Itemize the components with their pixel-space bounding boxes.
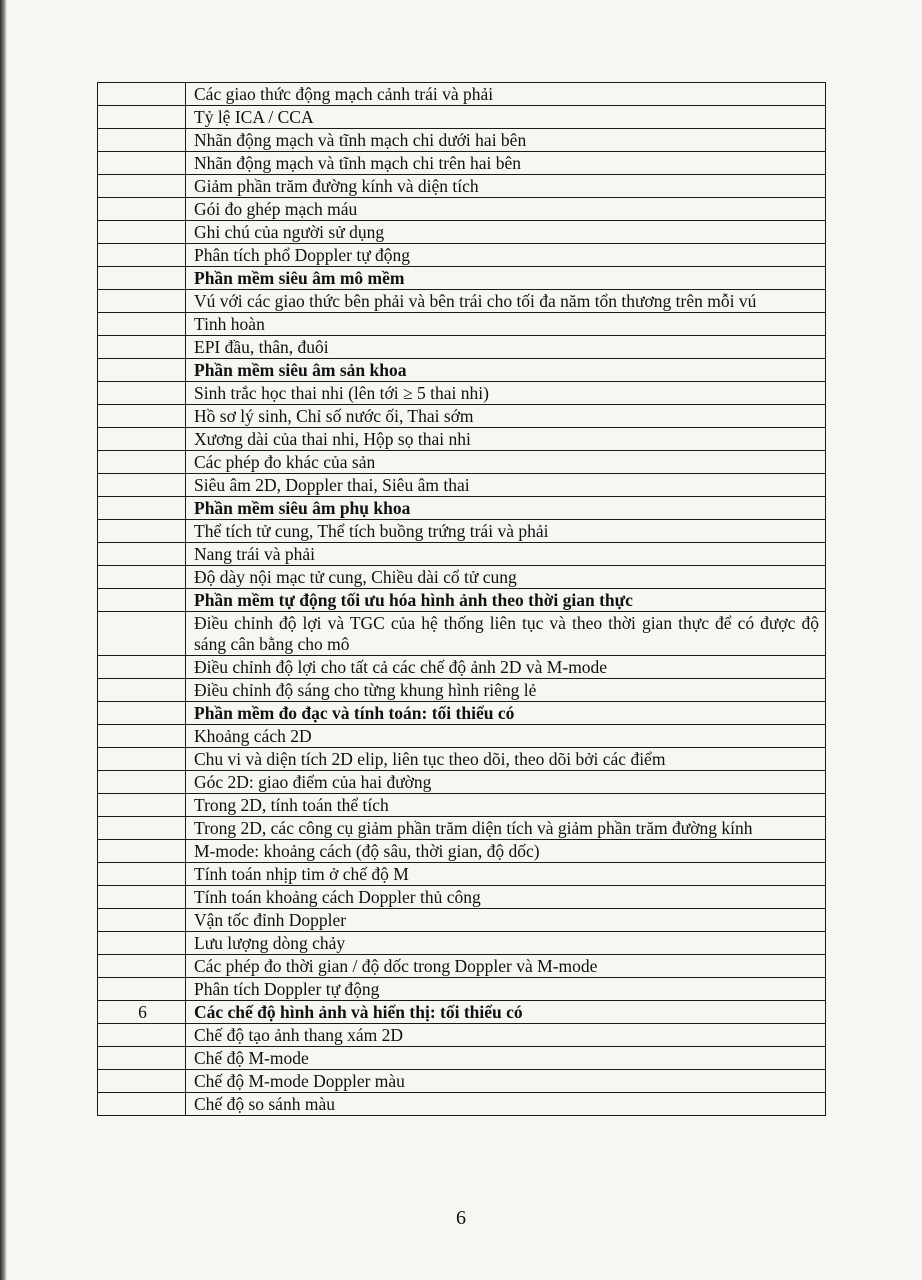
spec-description-cell: Xương dài của thai nhi, Hộp sọ thai nhi bbox=[186, 428, 826, 451]
section-title-cell: Các chế độ hình ảnh và hiển thị: tối thiểu có bbox=[186, 1001, 826, 1024]
spec-description-cell: Siêu âm 2D, Doppler thai, Siêu âm thai bbox=[186, 474, 826, 497]
item-number-cell bbox=[98, 679, 186, 702]
table-row bbox=[98, 656, 826, 679]
table-row bbox=[98, 428, 826, 451]
table-row bbox=[98, 955, 826, 978]
spec-description-cell: Chế độ so sánh màu bbox=[186, 1093, 826, 1116]
spec-description-cell: Độ dày nội mạc tử cung, Chiều dài cổ tử cung bbox=[186, 566, 826, 589]
table-row bbox=[98, 612, 826, 656]
item-number-cell bbox=[98, 863, 186, 886]
item-number-cell bbox=[98, 106, 186, 129]
table-row bbox=[98, 405, 826, 428]
item-number-cell bbox=[98, 1047, 186, 1070]
table-row bbox=[98, 679, 826, 702]
section-header-row bbox=[98, 1001, 826, 1024]
spec-description-cell: Vận tốc đỉnh Doppler bbox=[186, 909, 826, 932]
spec-description-cell: M-mode: khoảng cách (độ sâu, thời gian, độ dốc) bbox=[186, 840, 826, 863]
item-number-cell: 6 bbox=[98, 1001, 186, 1024]
table-row bbox=[98, 771, 826, 794]
section-header-row bbox=[98, 267, 826, 290]
spec-description-cell: Các giao thức động mạch cảnh trái và phải bbox=[186, 83, 826, 106]
spec-description-cell: Điều chỉnh độ sáng cho từng khung hình riêng lẻ bbox=[186, 679, 826, 702]
table-row bbox=[98, 382, 826, 405]
spec-description-cell: Chu vi và diện tích 2D elip, liên tục theo dõi, theo dõi bởi các điểm bbox=[186, 748, 826, 771]
table-row bbox=[98, 1070, 826, 1093]
spec-description-cell: Điều chỉnh độ lợi cho tất cả các chế độ ảnh 2D và M-mode bbox=[186, 656, 826, 679]
item-number-cell bbox=[98, 520, 186, 543]
section-title-cell: Phần mềm tự động tối ưu hóa hình ảnh theo thời gian thực bbox=[186, 589, 826, 612]
table-row bbox=[98, 932, 826, 955]
table-row bbox=[98, 129, 826, 152]
table-row bbox=[98, 543, 826, 566]
item-number-cell bbox=[98, 313, 186, 336]
table-row bbox=[98, 1024, 826, 1047]
table-row bbox=[98, 794, 826, 817]
item-number-cell bbox=[98, 886, 186, 909]
item-number-cell bbox=[98, 359, 186, 382]
spec-description-cell: Các phép đo thời gian / độ dốc trong Doppler và M-mode bbox=[186, 955, 826, 978]
item-number-cell bbox=[98, 152, 186, 175]
item-number-cell bbox=[98, 589, 186, 612]
table-row bbox=[98, 83, 826, 106]
item-number-cell bbox=[98, 978, 186, 1001]
spec-description-cell: Tính toán nhịp tim ở chế độ M bbox=[186, 863, 826, 886]
table-row bbox=[98, 106, 826, 129]
item-number-cell bbox=[98, 612, 186, 656]
spec-description-cell: Trong 2D, tính toán thể tích bbox=[186, 794, 826, 817]
item-number-cell bbox=[98, 566, 186, 589]
table-row bbox=[98, 1047, 826, 1070]
spec-description-cell: Các phép đo khác của sản bbox=[186, 451, 826, 474]
item-number-cell bbox=[98, 771, 186, 794]
scan-page-edge-shadow bbox=[0, 0, 7, 1280]
table-row bbox=[98, 886, 826, 909]
spec-description-cell: Nhãn động mạch và tĩnh mạch chi dưới hai bên bbox=[186, 129, 826, 152]
specification-table bbox=[97, 82, 826, 1116]
table-row bbox=[98, 451, 826, 474]
table-row bbox=[98, 175, 826, 198]
table-row bbox=[98, 520, 826, 543]
spec-description-cell: Sinh trắc học thai nhi (lên tới ≥ 5 thai nhi) bbox=[186, 382, 826, 405]
spec-description-cell: Thể tích tử cung, Thể tích buồng trứng trái và phải bbox=[186, 520, 826, 543]
item-number-cell bbox=[98, 748, 186, 771]
spec-description-cell: Lưu lượng dòng chảy bbox=[186, 932, 826, 955]
table-row bbox=[98, 313, 826, 336]
section-header-row bbox=[98, 702, 826, 725]
table-row bbox=[98, 748, 826, 771]
table-row bbox=[98, 198, 826, 221]
item-number-cell bbox=[98, 267, 186, 290]
item-number-cell bbox=[98, 382, 186, 405]
spec-description-cell: Điều chỉnh độ lợi và TGC của hệ thống liên tục và theo thời gian thực để có được độ sáng cân bằng cho mô bbox=[186, 612, 826, 656]
item-number-cell bbox=[98, 909, 186, 932]
page-number: 6 bbox=[456, 1207, 466, 1229]
table-row bbox=[98, 244, 826, 267]
spec-description-cell: Chế độ M-mode Doppler màu bbox=[186, 1070, 826, 1093]
section-header-row bbox=[98, 497, 826, 520]
item-number-cell bbox=[98, 1024, 186, 1047]
section-header-row bbox=[98, 589, 826, 612]
item-number-cell bbox=[98, 1093, 186, 1116]
item-number-cell bbox=[98, 725, 186, 748]
spec-description-cell: Khoảng cách 2D bbox=[186, 725, 826, 748]
item-number-cell bbox=[98, 221, 186, 244]
item-number-cell bbox=[98, 290, 186, 313]
item-number-cell bbox=[98, 932, 186, 955]
spec-description-cell: Nhãn động mạch và tĩnh mạch chi trên hai bên bbox=[186, 152, 826, 175]
table-row bbox=[98, 336, 826, 359]
item-number-cell bbox=[98, 497, 186, 520]
section-title-cell: Phần mềm siêu âm sản khoa bbox=[186, 359, 826, 382]
table-row bbox=[98, 290, 826, 313]
table-row bbox=[98, 152, 826, 175]
section-header-row bbox=[98, 359, 826, 382]
spec-description-cell: Giảm phần trăm đường kính và diện tích bbox=[186, 175, 826, 198]
spec-description-cell: Hồ sơ lý sinh, Chỉ số nước ối, Thai sớm bbox=[186, 405, 826, 428]
item-number-cell bbox=[98, 794, 186, 817]
spec-description-cell: Phân tích Doppler tự động bbox=[186, 978, 826, 1001]
spec-description-cell: Ghi chú của người sử dụng bbox=[186, 221, 826, 244]
item-number-cell bbox=[98, 840, 186, 863]
table-row bbox=[98, 863, 826, 886]
table-row bbox=[98, 909, 826, 932]
spec-description-cell: Vú với các giao thức bên phải và bên trái cho tối đa năm tổn thương trên mỗi vú bbox=[186, 290, 826, 313]
item-number-cell bbox=[98, 129, 186, 152]
item-number-cell bbox=[98, 474, 186, 497]
item-number-cell bbox=[98, 1070, 186, 1093]
item-number-cell bbox=[98, 336, 186, 359]
spec-description-cell: Gói đo ghép mạch máu bbox=[186, 198, 826, 221]
spec-description-cell: Chế độ M-mode bbox=[186, 1047, 826, 1070]
table-row bbox=[98, 566, 826, 589]
item-number-cell bbox=[98, 543, 186, 566]
spec-description-cell: Nang trái và phải bbox=[186, 543, 826, 566]
table-row bbox=[98, 1093, 826, 1116]
table-row bbox=[98, 725, 826, 748]
item-number-cell bbox=[98, 955, 186, 978]
table-row bbox=[98, 840, 826, 863]
spec-description-cell: EPI đầu, thân, đuôi bbox=[186, 336, 826, 359]
item-number-cell bbox=[98, 656, 186, 679]
item-number-cell bbox=[98, 817, 186, 840]
spec-description-cell: Góc 2D: giao điểm của hai đường bbox=[186, 771, 826, 794]
table-row bbox=[98, 221, 826, 244]
item-number-cell bbox=[98, 244, 186, 267]
spec-description-cell: Tỷ lệ ICA / CCA bbox=[186, 106, 826, 129]
section-title-cell: Phần mềm đo đạc và tính toán: tối thiểu có bbox=[186, 702, 826, 725]
item-number-cell bbox=[98, 451, 186, 474]
spec-description-cell: Tinh hoàn bbox=[186, 313, 826, 336]
item-number-cell bbox=[98, 428, 186, 451]
spec-description-cell: Chế độ tạo ảnh thang xám 2D bbox=[186, 1024, 826, 1047]
item-number-cell bbox=[98, 405, 186, 428]
item-number-cell bbox=[98, 83, 186, 106]
table-row bbox=[98, 978, 826, 1001]
table-row bbox=[98, 474, 826, 497]
specification-table-body bbox=[98, 83, 826, 1116]
spec-description-cell: Trong 2D, các công cụ giảm phần trăm diện tích và giảm phần trăm đường kính bbox=[186, 817, 826, 840]
item-number-cell bbox=[98, 198, 186, 221]
spec-description-cell: Tính toán khoảng cách Doppler thủ công bbox=[186, 886, 826, 909]
spec-description-cell: Phân tích phổ Doppler tự động bbox=[186, 244, 826, 267]
table-row bbox=[98, 817, 826, 840]
section-title-cell: Phần mềm siêu âm mô mềm bbox=[186, 267, 826, 290]
item-number-cell bbox=[98, 702, 186, 725]
section-title-cell: Phần mềm siêu âm phụ khoa bbox=[186, 497, 826, 520]
item-number-cell bbox=[98, 175, 186, 198]
